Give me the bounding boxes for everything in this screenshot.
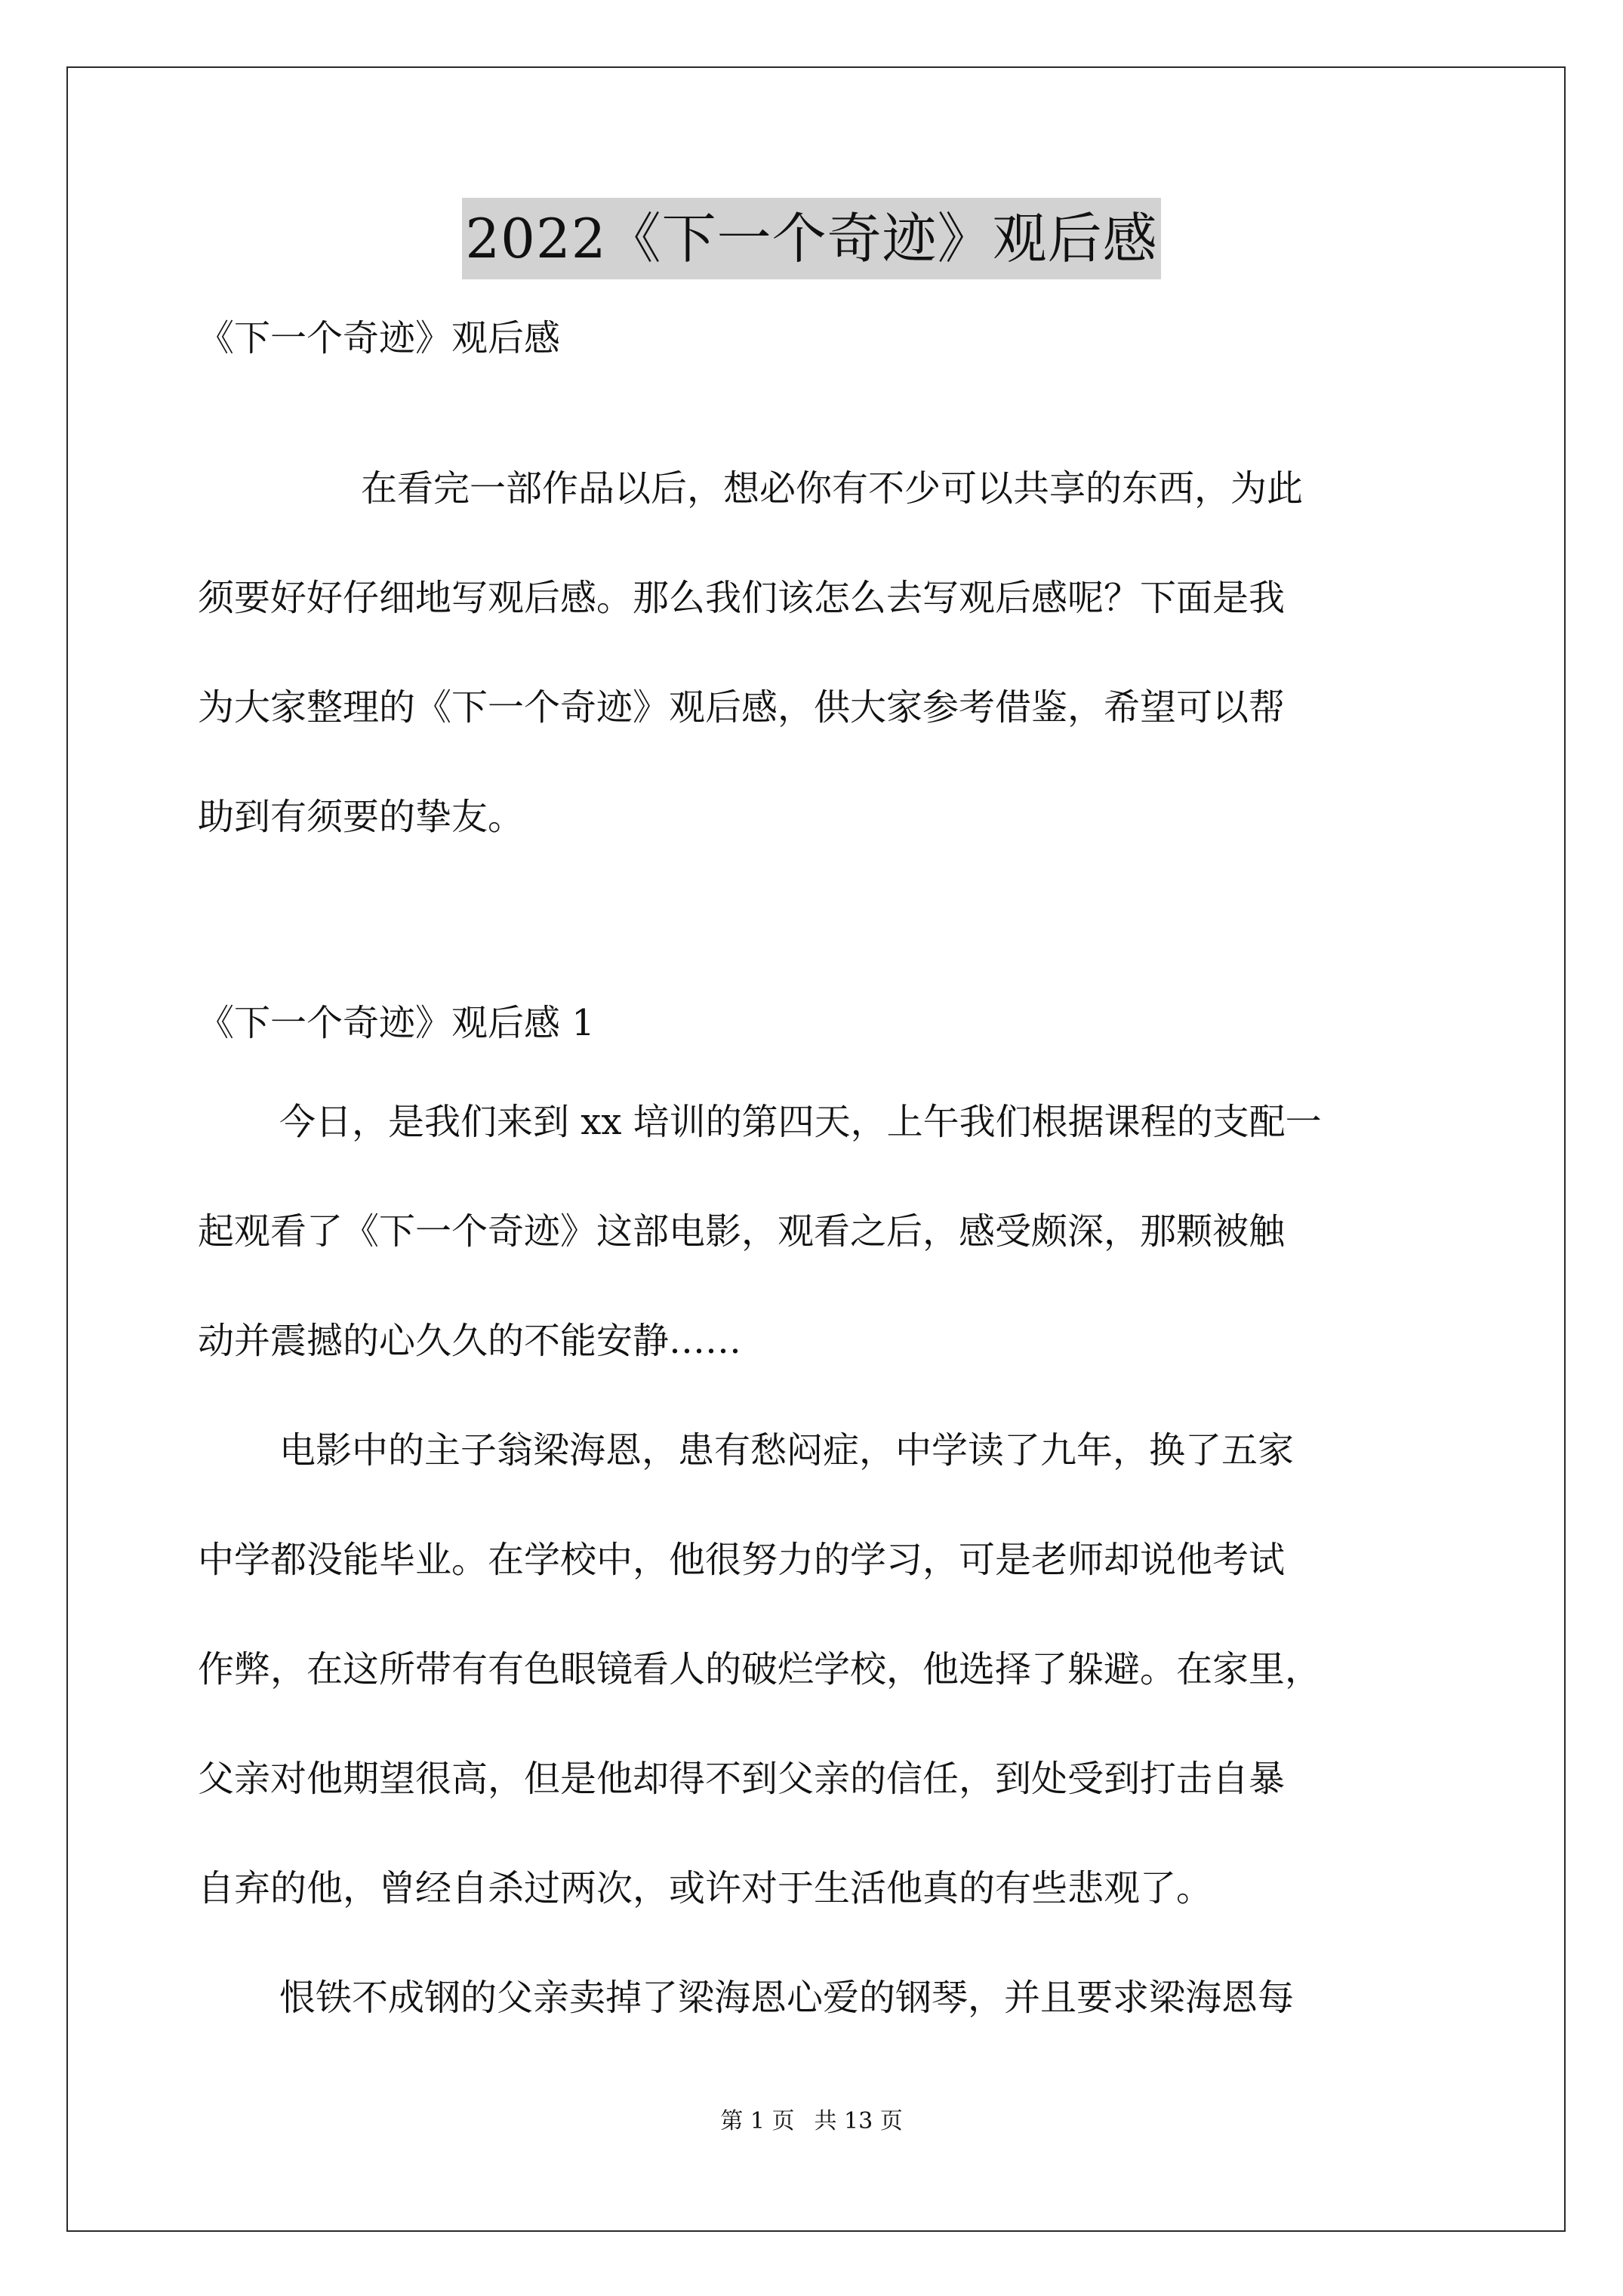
paragraph-line: 今日，是我们来到 xx 培训的第四天，上午我们根据课程的支配一 <box>279 1101 1322 1143</box>
paragraph-line: 父亲对他期望很高，但是他却得不到父亲的信任，到处受到打击自暴 <box>198 1758 1286 1800</box>
paragraph-line: 恨铁不成钢的父亲卖掉了梁海恩心爱的钢琴，并且要求梁海恩每 <box>279 1977 1295 2019</box>
paragraph-line: 电影中的主子翁梁海恩，患有愁闷症，中学读了九年，换了五家 <box>279 1429 1295 1472</box>
title-container <box>0 198 1623 279</box>
intro-paragraph <box>198 462 1436 900</box>
paragraph-line: 起观看了《下一个奇迹》这部电影，观看之后，感受颇深，那颗被触 <box>198 1210 1286 1253</box>
paragraph-line: 自弃的他，曾经自杀过两次，或许对于生活他真的有些悲观了。 <box>198 1867 1213 1909</box>
section1-heading: 《下一个奇迹》观后感 1 <box>198 1002 595 1044</box>
page-footer <box>0 2106 1623 2137</box>
intro-line: 助到有须要的挚友。 <box>198 796 525 838</box>
paragraph-line: 中学都没能毕业。在学校中，他很努力的学习，可是老师却说他考试 <box>198 1539 1286 1581</box>
page-total: 共 13 页 <box>814 2108 903 2134</box>
intro-line: 须要好好仔细地写观后感。那么我们该怎么去写观后感呢？下面是我 <box>198 577 1286 619</box>
intro-heading: 《下一个奇迹》观后感 <box>198 317 561 359</box>
paragraph-line: 动并震撼的心久久的不能安静…… <box>198 1320 742 1362</box>
section1-body <box>198 1096 1436 2081</box>
paragraph-line: 作弊，在这所带有有色眼镜看人的破烂学校，他选择了躲避。在家里， <box>198 1648 1322 1690</box>
intro-line: 在看完一部作品以后，想必你有不少可以共享的东西，为此 <box>361 467 1304 510</box>
intro-line: 为大家整理的《下一个奇迹》观后感，供大家参考借鉴，希望可以帮 <box>198 686 1286 729</box>
page-number: 第 1 页 <box>720 2108 795 2134</box>
document-title: 2022《下一个奇迹》观后感 <box>462 198 1160 279</box>
